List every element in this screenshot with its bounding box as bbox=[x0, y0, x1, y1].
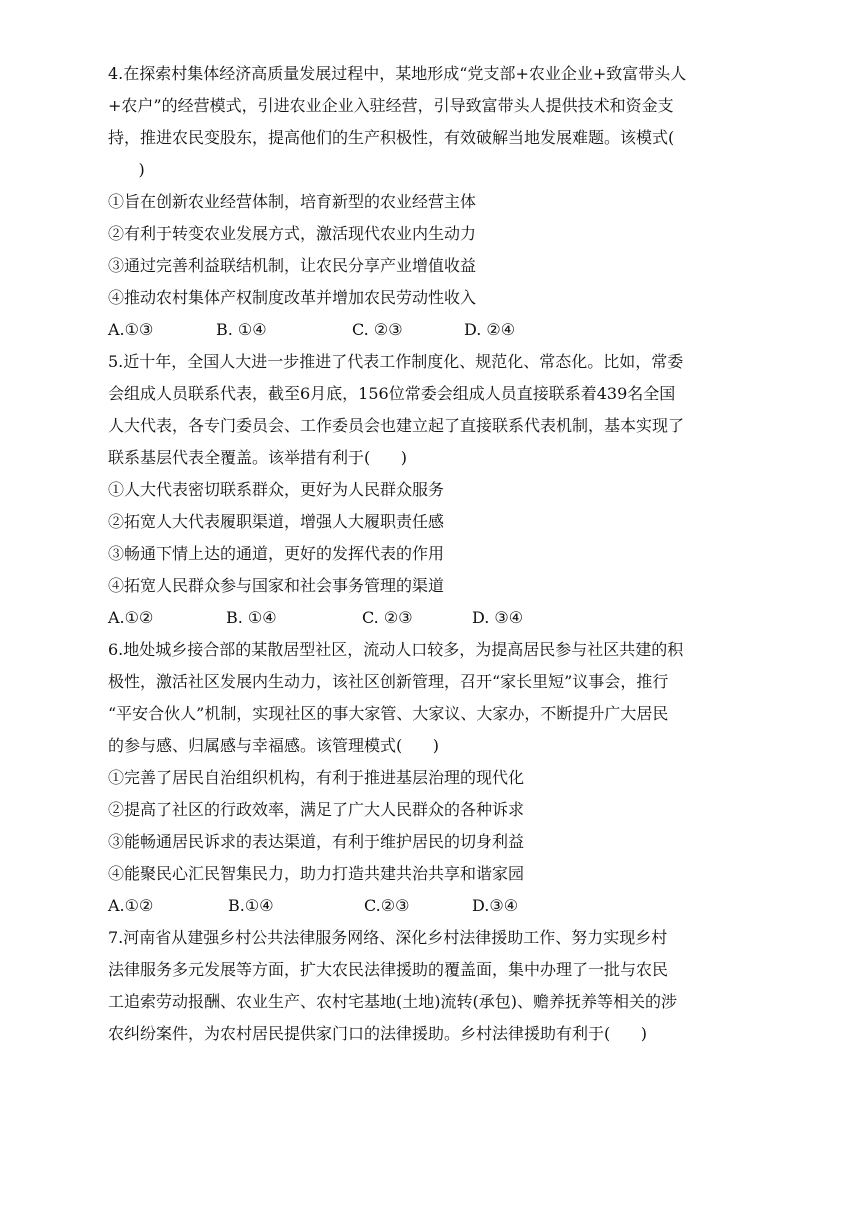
question-4-answers bbox=[108, 314, 728, 346]
question-5-option-2: ②拓宽人大代表履职渠道，增强人大履职责任感 bbox=[108, 512, 445, 531]
question-4-answer-b: B. ①④ bbox=[216, 320, 267, 339]
question-5-stem-line-4: 联系基层代表全覆盖。该举措有利于( ) bbox=[108, 448, 408, 467]
question-4 bbox=[108, 58, 728, 346]
question-6-stem-line-4: 的参与感、归属感与幸福感。该管理模式( ) bbox=[108, 736, 440, 755]
question-7-stem-line-4: 农纠纷案件，为农村居民提供家门口的法律援助。乡村法律援助有利于( ) bbox=[108, 1024, 648, 1043]
question-5-option-1: ①人大代表密切联系群众，更好为人民群众服务 bbox=[108, 480, 445, 499]
question-7-stem-line-1: 7.河南省从建强乡村公共法律服务网络、深化乡村法律援助工作、努力实现乡村 bbox=[108, 928, 668, 947]
question-4-option-3: ③通过完善利益联结机制，让农民分享产业增值收益 bbox=[108, 256, 477, 275]
question-4-option-2: ②有利于转变农业发展方式，激活现代农业内生动力 bbox=[108, 224, 477, 243]
question-5-answers bbox=[108, 602, 728, 634]
question-6-option-4: ④能聚民心汇民智集民力，助力打造共建共治共享和谐家园 bbox=[108, 864, 525, 883]
question-5-stem-line-1: 5.近十年，全国人大进一步推进了代表工作制度化、规范化、常态化。比如，常委 bbox=[108, 352, 684, 371]
question-5-option-4: ④拓宽人民群众参与国家和社会事务管理的渠道 bbox=[108, 576, 445, 595]
question-5-answer-d: D. ③④ bbox=[472, 608, 524, 627]
question-5-answer-b: B. ①④ bbox=[226, 608, 277, 627]
question-7-stem-line-2: 法律服务多元发展等方面，扩大农民法律援助的覆盖面，集中办理了一批与农民 bbox=[108, 960, 669, 979]
question-6 bbox=[108, 634, 728, 922]
question-5 bbox=[108, 346, 728, 634]
question-4-answer-a: A.①③ bbox=[108, 320, 154, 339]
question-6-answers bbox=[108, 890, 728, 922]
question-4-option-1: ①旨在创新农业经营体制，培育新型的农业经营主体 bbox=[108, 192, 477, 211]
question-6-option-2: ②提高了社区的行政效率，满足了广大人民群众的各种诉求 bbox=[108, 800, 525, 819]
question-5-option-3: ③畅通下情上达的通道，更好的发挥代表的作用 bbox=[108, 544, 445, 563]
question-6-answer-b: B.①④ bbox=[228, 896, 274, 915]
question-6-answer-a: A.①② bbox=[108, 896, 154, 915]
question-6-option-1: ①完善了居民自治组织机构，有利于推进基层治理的现代化 bbox=[108, 768, 525, 787]
question-7-stem-line-3: 工追索劳动报酬、农业生产、农村宅基地(土地)流转(承包)、赡养抚养等相关的涉 bbox=[108, 992, 677, 1011]
question-4-stem-line-2: +农户”的经营模式，引进农业企业入驻经营，引导致富带头人提供技术和资金支 bbox=[108, 96, 674, 115]
question-5-stem-line-2: 会组成人员联系代表，截至6月底，156位常委会组成人员直接联系着439名全国 bbox=[108, 384, 676, 403]
question-6-answer-d: D.③④ bbox=[472, 896, 519, 915]
exam-page bbox=[108, 58, 728, 1050]
question-7 bbox=[108, 922, 728, 1050]
question-5-answer-a: A.①② bbox=[108, 608, 154, 627]
question-5-stem-line-3: 人大代表，各专门委员会、工作委员会也建立起了直接联系代表机制，基本实现了 bbox=[108, 416, 685, 435]
question-5-answer-c: C. ②③ bbox=[362, 608, 413, 627]
question-6-stem-line-2: 极性，激活社区发展内生动力，该社区创新管理，召开“家长里短”议事会，推行 bbox=[108, 672, 669, 691]
question-4-option-4: ④推动农村集体产权制度改革并增加农民劳动性收入 bbox=[108, 288, 477, 307]
question-6-stem-line-3: “平安合伙人”机制，实现社区的事大家管、大家议、大家办，不断提升广大居民 bbox=[108, 704, 669, 723]
question-4-stem-line-1: 4.在探索村集体经济高质量发展过程中，某地形成“党支部+农业企业+致富带头人 bbox=[108, 64, 687, 83]
question-4-stem-line-3: 持，推进农民变股东，提高他们的生产积极性，有效破解当地发展难题。该模式( bbox=[108, 128, 675, 147]
question-6-answer-c: C.②③ bbox=[364, 896, 410, 915]
question-4-answer-c: C. ②③ bbox=[352, 320, 403, 339]
question-6-option-3: ③能畅通居民诉求的表达渠道，有利于维护居民的切身利益 bbox=[108, 832, 525, 851]
question-6-stem-line-1: 6.地处城乡接合部的某散居型社区，流动人口较多，为提高居民参与社区共建的积 bbox=[108, 640, 684, 659]
question-4-stem-line-4: ) bbox=[108, 160, 145, 179]
question-4-answer-d: D. ②④ bbox=[464, 320, 516, 339]
